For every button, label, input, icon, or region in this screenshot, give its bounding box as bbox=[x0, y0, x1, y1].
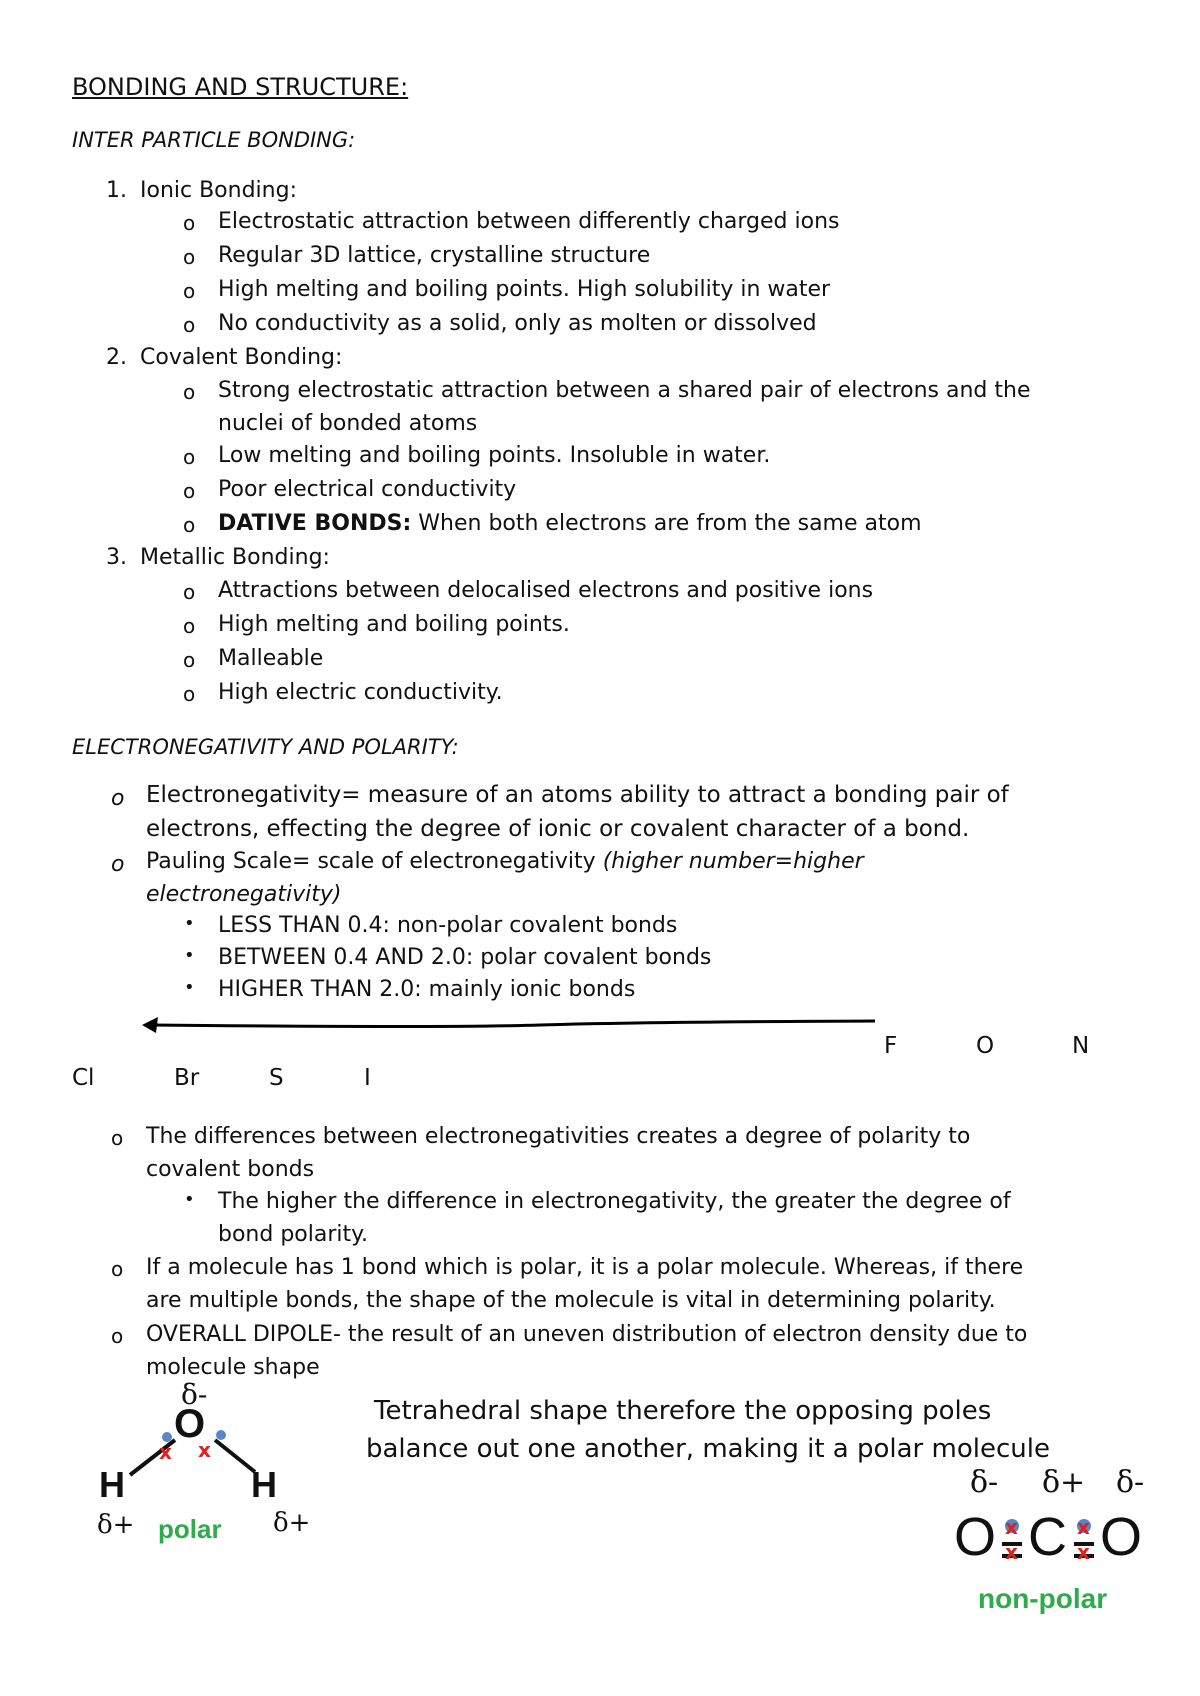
non-polar-label: non-polar bbox=[978, 1583, 1108, 1614]
list-bullet: High melting and boiling points. High solubility in water bbox=[218, 277, 831, 302]
en-definition-line2: electrons, effecting the degree of ionic or covalent character of a bond. bbox=[146, 816, 970, 842]
range-item: LESS THAN 0.4: non-polar covalent bonds bbox=[218, 913, 678, 938]
tetrahedral-line2: balance out one another, making it a polar molecule bbox=[366, 1434, 1050, 1464]
circle-bullet-icon: o bbox=[183, 445, 196, 469]
circle-bullet-icon: o bbox=[183, 211, 196, 235]
element-label: Br bbox=[174, 1065, 200, 1091]
circle-bullet-icon: o bbox=[183, 614, 196, 638]
list-item-metallic bbox=[106, 541, 330, 575]
element-label: I bbox=[364, 1065, 371, 1091]
polar-label: polar bbox=[158, 1514, 222, 1544]
circle-bullet-icon: o bbox=[183, 380, 196, 404]
circle-bullet-icon: o bbox=[183, 682, 196, 706]
carbon-label: C bbox=[1028, 1507, 1067, 1567]
bullet-icon: • bbox=[184, 977, 195, 998]
list-item-ionic bbox=[106, 174, 297, 208]
oxygen-left-label: O bbox=[954, 1507, 997, 1567]
element-label: Cl bbox=[72, 1065, 95, 1091]
bond-x-mark: x bbox=[1077, 1515, 1090, 1539]
list-number: 3. bbox=[106, 545, 127, 570]
section-heading-electronegativity: ELECTRONEGATIVITY AND POLARITY: bbox=[72, 735, 459, 759]
bond-x-mark: x bbox=[1005, 1515, 1018, 1539]
bond-x-mark: x bbox=[159, 1440, 172, 1464]
range-item: HIGHER THAN 2.0: mainly ionic bonds bbox=[218, 977, 636, 1002]
dative-bold-label: DATIVE BONDS: bbox=[218, 511, 412, 536]
hydrogen-right-label: H bbox=[251, 1464, 277, 1505]
list-bullet: Poor electrical conductivity bbox=[218, 477, 517, 502]
bond-x-mark: x bbox=[198, 1438, 211, 1462]
oxygen-right-label: O bbox=[1100, 1507, 1143, 1567]
circle-bullet-icon: o bbox=[183, 580, 196, 604]
circle-bullet-icon: o bbox=[111, 1324, 124, 1348]
page-title: BONDING AND STRUCTURE: bbox=[72, 73, 409, 101]
list-label: Metallic Bonding: bbox=[140, 545, 330, 570]
diff-line2: covalent bonds bbox=[146, 1157, 315, 1182]
pauling-text: Pauling Scale= scale of electronegativity bbox=[146, 849, 603, 874]
list-number: 1. bbox=[106, 178, 127, 203]
range-item: BETWEEN 0.4 AND 2.0: polar covalent bonds bbox=[218, 945, 712, 970]
list-bullet: Malleable bbox=[218, 646, 324, 671]
bullet-icon: • bbox=[184, 913, 195, 934]
list-number: 2. bbox=[106, 345, 127, 370]
list-bullet: Attractions between delocalised electrons and positive ions bbox=[218, 578, 874, 603]
diff-sub-line1: The higher the difference in electronegativity, the greater the degree of bbox=[218, 1189, 1011, 1214]
circle-bullet-icon: o bbox=[183, 279, 196, 303]
list-label: Covalent Bonding: bbox=[140, 345, 343, 370]
mol-line1: If a molecule has 1 bond which is polar, it is a polar molecule. Whereas, if there bbox=[146, 1255, 1024, 1280]
water-molecule-diagram bbox=[95, 1380, 325, 1550]
electron-dot-icon bbox=[216, 1430, 226, 1440]
circle-bullet-icon: o bbox=[111, 852, 125, 877]
list-bullet: Low melting and boiling points. Insoluble in water. bbox=[218, 443, 771, 468]
bond-x-mark: x bbox=[1005, 1540, 1018, 1564]
co2-molecule-diagram bbox=[950, 1465, 1170, 1625]
circle-bullet-icon: o bbox=[111, 1257, 124, 1281]
list-bullet: No conductivity as a solid, only as molten or dissolved bbox=[218, 311, 817, 336]
pauling-line2: electronegativity) bbox=[146, 882, 342, 907]
circle-bullet-icon: o bbox=[183, 513, 196, 537]
bullet-icon: • bbox=[184, 1189, 195, 1210]
section-heading-inter-particle: INTER PARTICLE BONDING: bbox=[72, 128, 356, 152]
bullet-icon: • bbox=[184, 945, 195, 966]
circle-bullet-icon: o bbox=[183, 479, 196, 503]
pauling-line1 bbox=[146, 845, 864, 879]
element-label: O bbox=[976, 1033, 995, 1059]
tetrahedral-line1: Tetrahedral shape therefore the opposing poles bbox=[374, 1396, 992, 1426]
delta-minus-label: δ- bbox=[181, 1378, 208, 1411]
bond-x-mark: x bbox=[1077, 1540, 1090, 1564]
list-bullet: High melting and boiling points. bbox=[218, 612, 570, 637]
diff-sub-line2: bond polarity. bbox=[218, 1222, 369, 1247]
delta-minus-label: δ- bbox=[970, 1465, 999, 1500]
list-bullet: High electric conductivity. bbox=[218, 680, 503, 705]
circle-bullet-icon: o bbox=[111, 786, 125, 811]
circle-bullet-icon: o bbox=[183, 313, 196, 337]
delta-plus-label: δ+ bbox=[97, 1510, 135, 1540]
element-label: N bbox=[1072, 1033, 1090, 1059]
delta-plus-label: δ+ bbox=[1042, 1465, 1086, 1500]
delta-plus-label: δ+ bbox=[273, 1508, 311, 1538]
element-label: F bbox=[884, 1033, 898, 1059]
list-label: Ionic Bonding: bbox=[140, 178, 297, 203]
dipole-line2: molecule shape bbox=[146, 1355, 320, 1380]
circle-bullet-icon: o bbox=[111, 1126, 124, 1150]
oxygen-label: O bbox=[174, 1402, 206, 1446]
en-definition-line1: Electronegativity= measure of an atoms ability to attract a bonding pair of bbox=[146, 782, 1009, 808]
delta-minus-label: δ- bbox=[1116, 1465, 1145, 1500]
list-bullet-continuation: nuclei of bonded atoms bbox=[218, 411, 478, 436]
circle-bullet-icon: o bbox=[183, 245, 196, 269]
pauling-italic: (higher number=higher bbox=[602, 849, 864, 874]
list-bullet: Electrostatic attraction between differently charged ions bbox=[218, 209, 840, 234]
electronegativity-arrow bbox=[140, 1008, 880, 1038]
dative-text: When both electrons are from the same atom bbox=[411, 511, 922, 536]
dipole-line1: OVERALL DIPOLE- the result of an uneven distribution of electron density due to bbox=[146, 1322, 1028, 1347]
list-bullet: Regular 3D lattice, crystalline structure bbox=[218, 243, 651, 268]
diff-line1: The differences between electronegativities creates a degree of polarity to bbox=[146, 1124, 971, 1149]
element-label: S bbox=[269, 1065, 284, 1091]
mol-line2: are multiple bonds, the shape of the molecule is vital in determining polarity. bbox=[146, 1288, 996, 1313]
hydrogen-left-label: H bbox=[99, 1464, 125, 1505]
list-bullet-dative bbox=[218, 507, 922, 541]
circle-bullet-icon: o bbox=[183, 648, 196, 672]
list-item-covalent bbox=[106, 341, 342, 375]
list-bullet: Strong electrostatic attraction between a shared pair of electrons and the bbox=[218, 378, 1031, 403]
